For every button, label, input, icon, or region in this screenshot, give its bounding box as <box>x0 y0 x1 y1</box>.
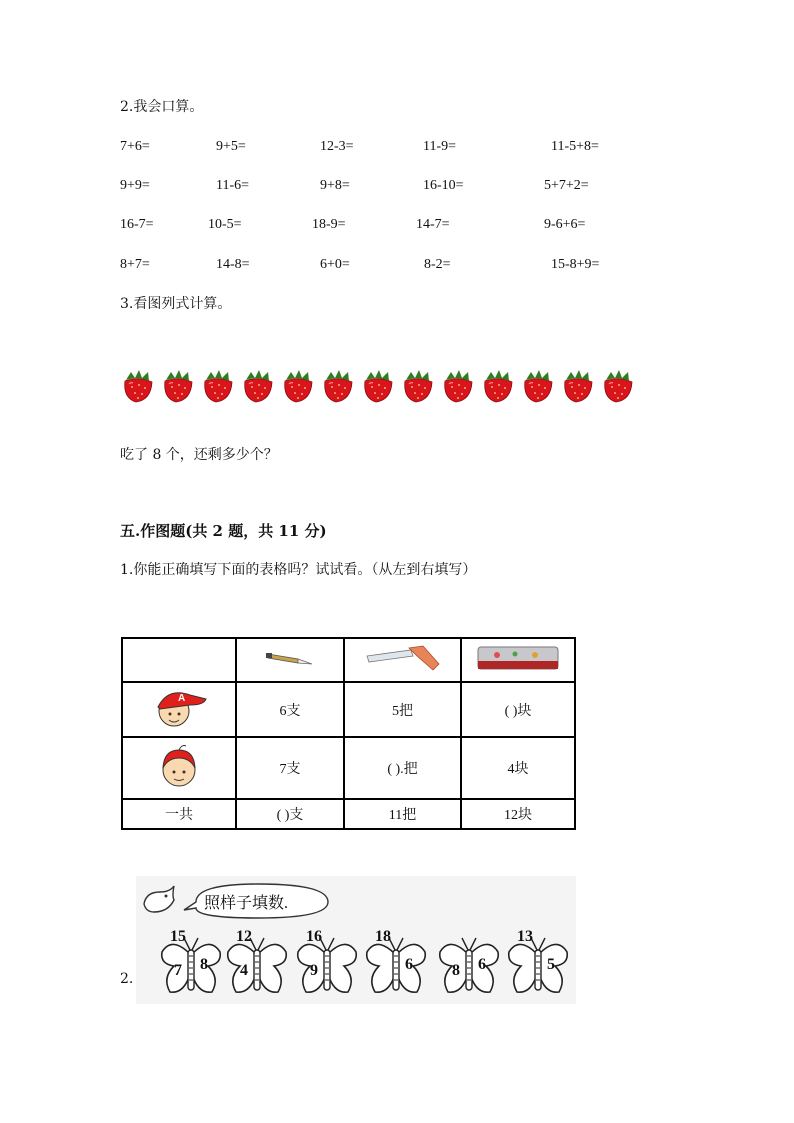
table-header-row <box>122 638 575 682</box>
butterfly-icon <box>224 934 290 1000</box>
butterfly-top-number: 12 <box>236 928 252 945</box>
strawberry-icon <box>601 368 635 404</box>
butterfly-left-number: 4 <box>240 962 248 979</box>
butterfly-right-number: 5 <box>547 956 555 973</box>
boy-red-hair-icon <box>154 742 204 790</box>
section-2-title: 2.我会口算。 <box>120 99 204 115</box>
butterfly-right-number: 6 <box>478 956 486 973</box>
butterfly-left-number: 7 <box>174 962 182 979</box>
butterfly-top-number: 15 <box>170 928 186 945</box>
problem: 5+7+2= <box>544 178 589 193</box>
strawberry-icon <box>361 368 395 404</box>
pencil-box-icon <box>475 643 561 673</box>
question-1-text: 1.你能正确填写下面的表格吗？试试看。（从左到右填写） <box>120 562 477 578</box>
cell: 4块 <box>461 737 575 799</box>
butterfly-top-number: 13 <box>517 928 533 945</box>
cell: ( )支 <box>236 799 344 829</box>
butterfly-left-number: 9 <box>310 962 318 979</box>
butterfly-top-number: 16 <box>306 928 322 945</box>
problem: 11-6= <box>216 178 250 193</box>
cell: ( ).把 <box>344 737 461 799</box>
strawberry-icon <box>241 368 275 404</box>
table-row-total <box>122 799 575 829</box>
strawberry-icon <box>561 368 595 404</box>
problem: 14-8= <box>216 257 250 272</box>
problem: 16-10= <box>423 178 464 193</box>
cell: 11把 <box>344 799 461 829</box>
folding-knife-icon <box>361 642 445 674</box>
problem: 9+8= <box>320 178 350 193</box>
butterfly-top-number: 18 <box>375 928 391 945</box>
butterfly-icon <box>436 934 502 1000</box>
problem: 12-3= <box>320 139 354 154</box>
speech-text: 照样子填数. <box>204 895 289 912</box>
problem: 16-7= <box>120 217 154 232</box>
strawberry-icon <box>161 368 195 404</box>
problem: 9+9= <box>120 178 150 193</box>
strawberry-icon <box>201 368 235 404</box>
strawberry-icon <box>481 368 515 404</box>
table-row-boy-1 <box>122 682 575 737</box>
cell: 6支 <box>236 682 344 737</box>
total-label-cell: 一共 <box>122 799 236 829</box>
strawberry-icon <box>321 368 355 404</box>
pencil-box-cell <box>461 638 575 682</box>
problem: 8-2= <box>424 257 451 272</box>
problem: 7+6= <box>120 139 150 154</box>
butterfly-icon <box>505 934 571 1000</box>
part-5-heading: 五.作图题(共 2 题，共 11 分) <box>120 522 327 540</box>
butterfly-right-number: 6 <box>405 956 413 973</box>
section-3-title: 3.看图列式计算。 <box>120 296 232 312</box>
problem: 11-9= <box>423 139 457 154</box>
butterfly-icon <box>363 934 429 1000</box>
strawberry-icon <box>121 368 155 404</box>
problem: 9-6+6= <box>544 217 586 232</box>
svg-text:A: A <box>178 693 186 704</box>
strawberry-icon <box>521 368 555 404</box>
problem: 15-8+9= <box>551 257 600 272</box>
empty-corner-cell <box>122 638 236 682</box>
cell: 12块 <box>461 799 575 829</box>
boy-with-cap-icon <box>146 685 212 729</box>
strawberry-question: 吃了 8 个，还剩多少个？ <box>120 447 278 463</box>
butterfly-icon <box>158 934 224 1000</box>
ruler-cell <box>344 638 461 682</box>
table-row-boy-2 <box>122 737 575 799</box>
strawberry-icon <box>281 368 315 404</box>
question-2-number: 2. <box>120 971 134 987</box>
problem: 6+0= <box>320 257 350 272</box>
cell: 7支 <box>236 737 344 799</box>
cell: 5把 <box>344 682 461 737</box>
strawberry-icon <box>401 368 435 404</box>
butterfly-left-number: 8 <box>452 962 460 979</box>
problem: 14-7= <box>416 217 450 232</box>
pen-icon <box>260 648 320 668</box>
butterfly-right-number: 8 <box>200 956 208 973</box>
problem: 11-5+8= <box>551 139 599 154</box>
problem: 10-5= <box>208 217 242 232</box>
problem: 8+7= <box>120 257 150 272</box>
problem: 9+5= <box>216 139 246 154</box>
butterfly-icon <box>294 934 360 1000</box>
problem: 18-9= <box>312 217 346 232</box>
cell: ( )块 <box>461 682 575 737</box>
stationery-table <box>121 637 576 830</box>
boy-cap-cell <box>122 682 236 737</box>
pen-cell <box>236 638 344 682</box>
strawberry-icon <box>441 368 475 404</box>
boy-redhair-cell <box>122 737 236 799</box>
bird-icon <box>140 882 180 918</box>
